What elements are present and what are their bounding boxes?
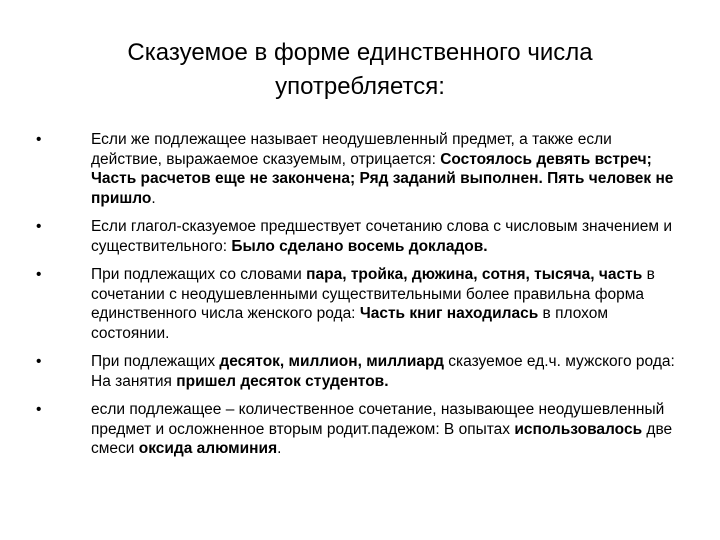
bullet-text-bold: оксида алюминия [138,440,278,457]
bullet-text: сказуемое ед.ч. мужского рода: На занятия [91,353,675,390]
bullet-text: Если глагол-сказуемое предшествует сочетанию слова с числовым значением и существительного: [91,218,673,255]
bullet-marker: • [36,353,42,370]
bullet-text: в плохом состоянии. [91,305,609,342]
bullet-item [36,217,676,256]
bullet-text-bold: пара, тройка, дюжина, сотня, тысяча, часть [306,266,643,283]
bullet-text-bold: использовалось [514,420,643,438]
bullet-text-bold: десяток, миллион, миллиард [219,353,444,370]
bullet-text-bold: Было сделано восемь докладов. [231,237,488,255]
bullet-text: При подлежащих со словами [91,266,307,283]
bullet-marker: • [36,266,42,283]
bullet-text: Если же подлежащее называет неодушевленный предмет, а также если действие, выражаемое сказуемым, отрицается: [91,131,612,168]
bullet-text-bold: пришел десяток студентов. [176,372,389,390]
bullet-marker: • [36,131,42,148]
slide-title-line-1: Сказуемое в форме единственного числа [127,39,593,66]
bullet-text: . [277,440,282,457]
slide-title [60,36,660,104]
bullet-text-bold: Состоялось девять встреч; Часть расчетов еще не закончена; Ряд заданий выполнен. Пять человек не пришло [91,150,674,207]
bullet-marker: • [36,401,42,418]
slide-title-line-2: употребляется: [275,73,445,100]
bullet-text: если подлежащее – количественное сочетание, называющее неодушевленный предмет и осложненное вторым родит.падежом: В опытах [91,401,665,438]
bullet-marker: • [36,218,42,235]
bullet-item [36,130,676,208]
bullet-text-bold: Часть книг находилась [359,305,539,322]
bullet-text: в сочетании с неодушевленными существительными более правильна форма единственного числа женского рода: [91,266,655,322]
bullet-list [36,130,676,468]
bullet-text: При подлежащих [91,353,220,370]
bullet-item [36,400,676,459]
bullet-text: две смеси [91,420,673,457]
bullet-text: . [151,189,156,207]
bullet-item [36,265,676,343]
bullet-item [36,352,676,391]
